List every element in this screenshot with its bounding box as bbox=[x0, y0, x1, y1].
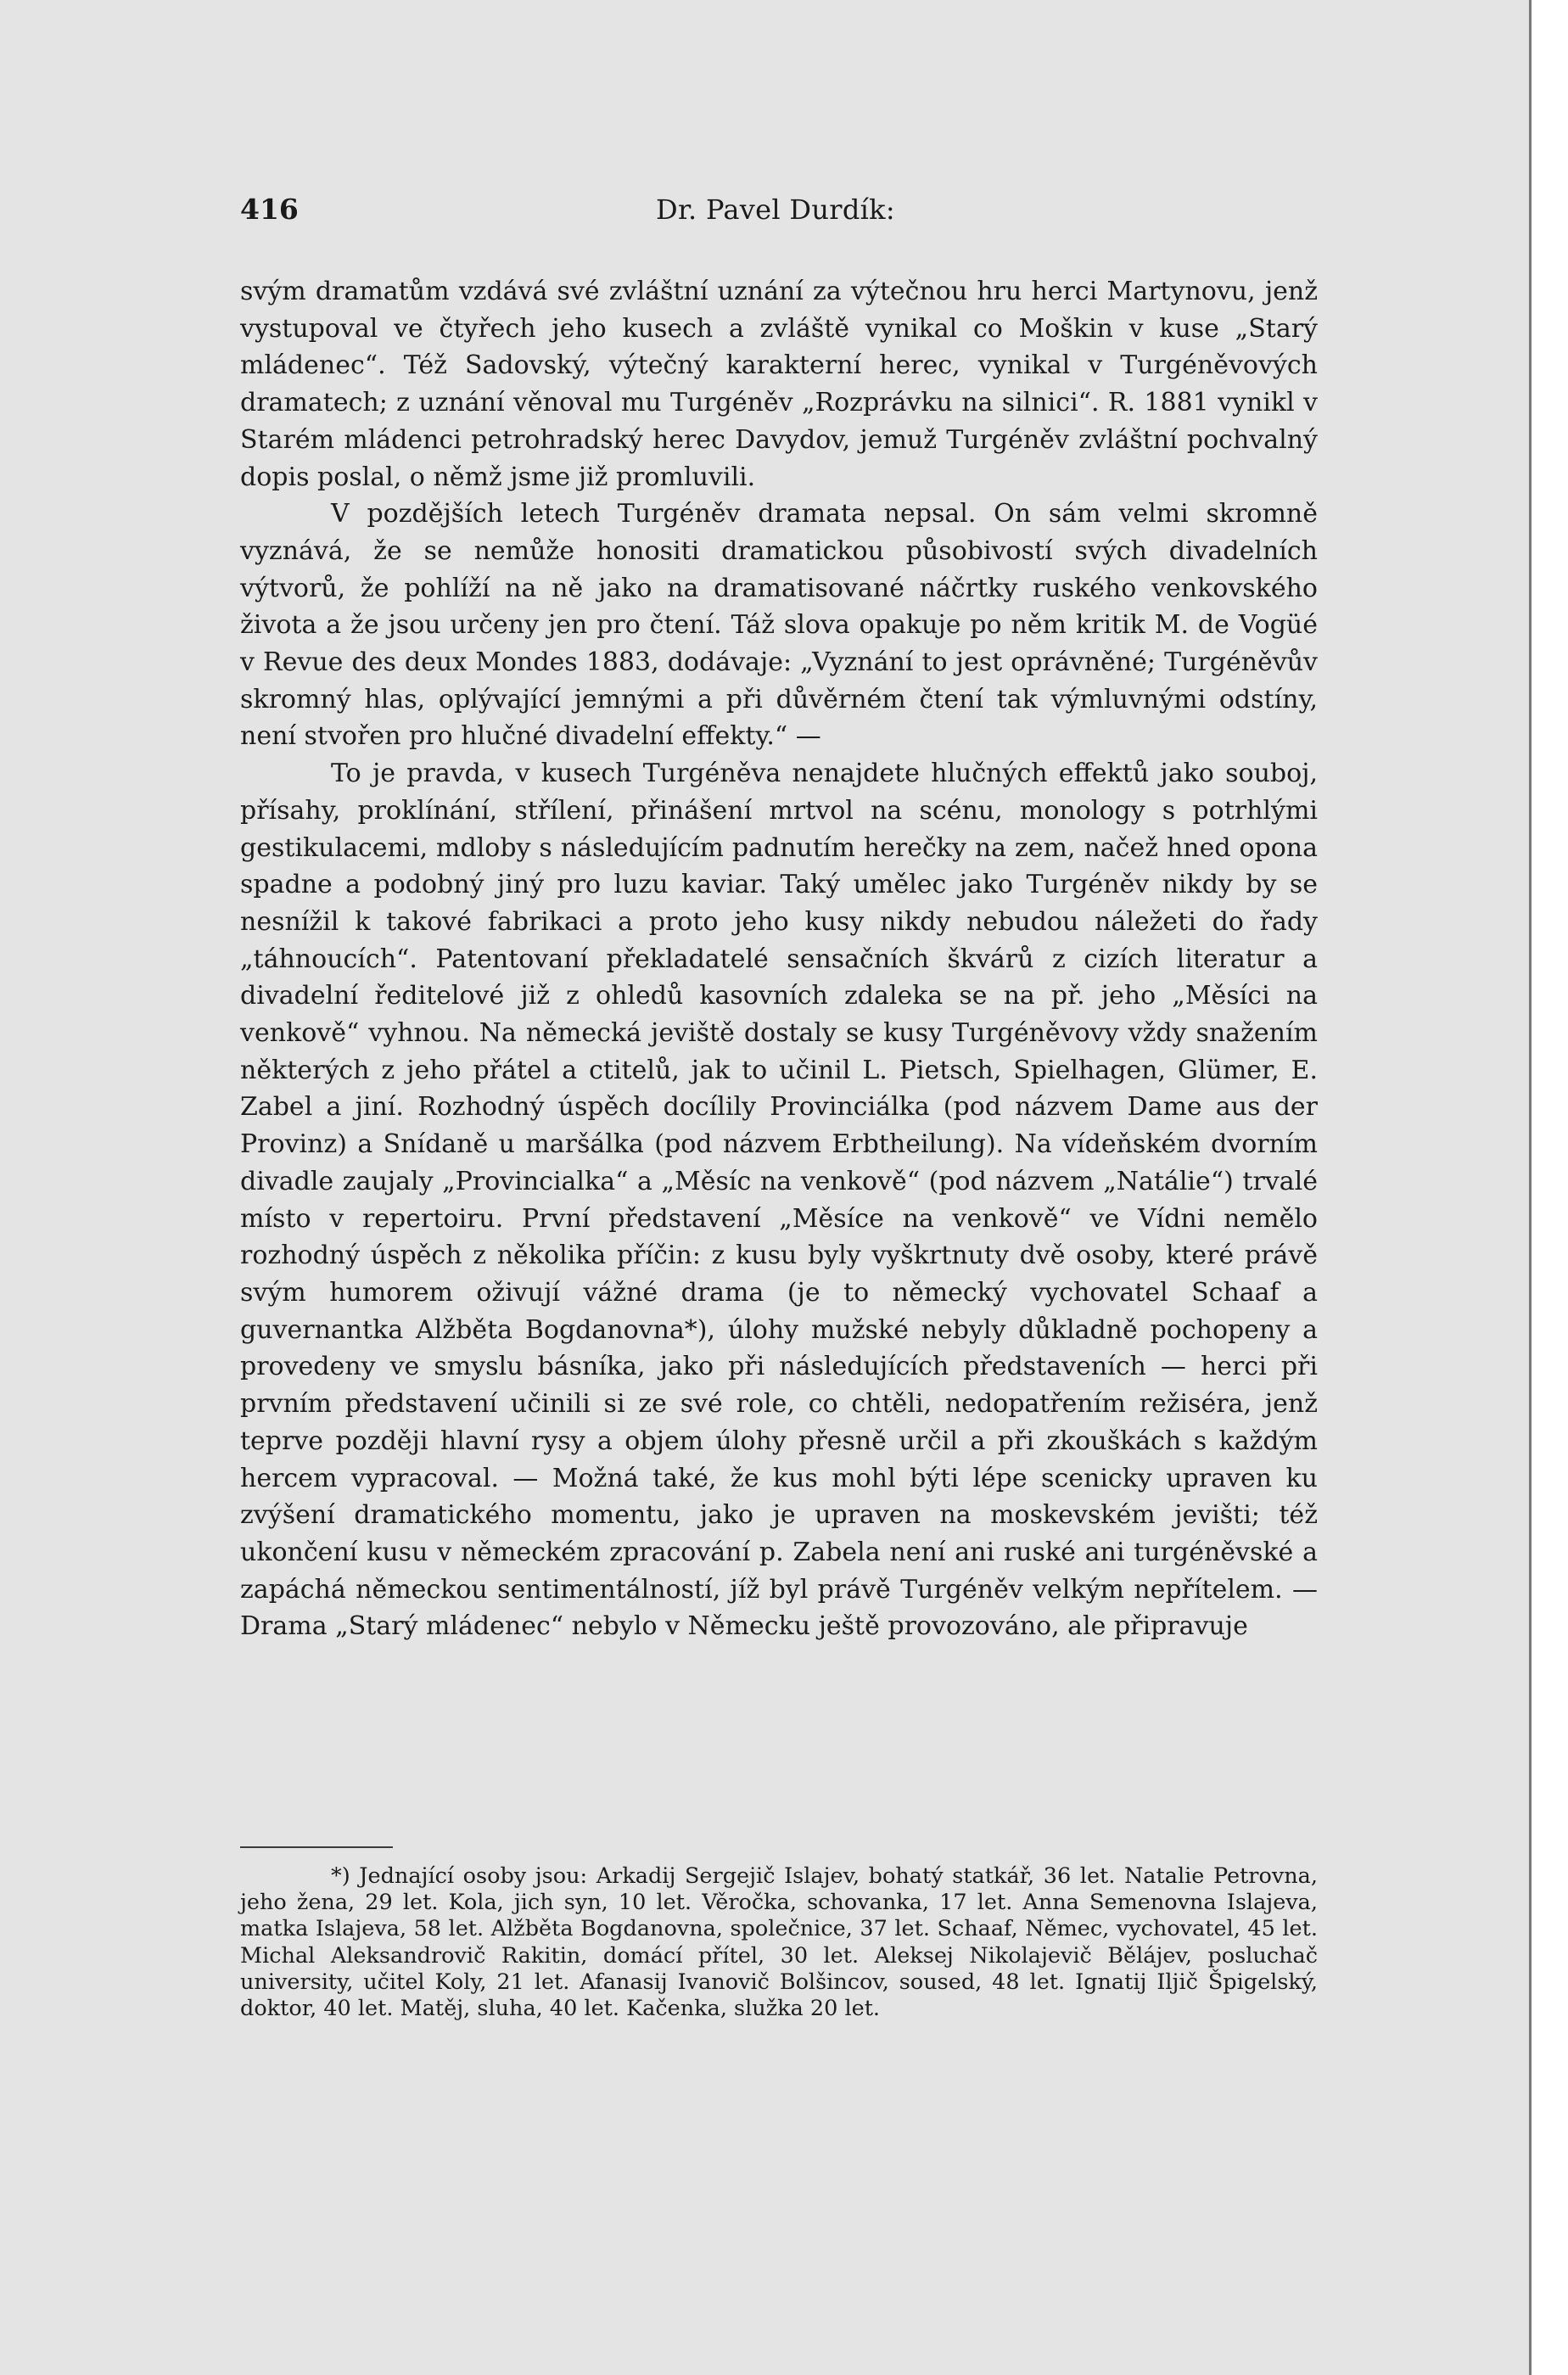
page-number: 416 bbox=[240, 193, 299, 226]
paragraph-1: svým dramatům vzdává své zvláštní uznání za výtečnou hru herci Martynovu, jenž vystupoval ve čtyřech jeho kusech a zvláště vynikal co Moškin v kuse „Starý mládenec“. Též Sadovský, výtečný karakterní herec, vynikal v Turgéněvových dramatech; z uznání věnoval mu Turgéněv „Rozprávku na silnici“. R. 1881 vynikl v Starém mládenci petrohradský herec Davydov, jemuž Turgéněv zvláštní pochvalný dopis poslal, o němž jsme již promluvili. bbox=[240, 277, 1318, 492]
body-text bbox=[240, 273, 1318, 1645]
page-header bbox=[240, 188, 1318, 231]
footnote-divider bbox=[240, 1846, 393, 1848]
running-head: Dr. Pavel Durdík: bbox=[656, 193, 895, 226]
footnote: *) Jednající osoby jsou: Arkadij Sergejič Islajev, bohatý statkář, 36 let. Natalie Petrovna, jeho žena, 29 let. Kola, jich syn, 10 let. Věročka, schovanka, 17 let. Anna Semenovna Islajeva, matka Islajeva, 58 let. Alžběta Bogdanovna, společnice, 37 let. Schaaf, Němec, vychovatel, 45 let. Michal Aleksandrovič Rakitin, domácí přítel, 30 let. Aleksej Nikolajevič Bělájev, posluchač university, učitel Koly, 21 let. Afanasij Ivanovič Bolšincov, soused, 48 let. Ignatij Iljič Špigelský, doktor, 40 let. Matěj, sluha, 40 let. Kačenka, služka 20 let. bbox=[240, 1863, 1318, 2022]
paragraph-2: V pozdějších letech Turgéněv dramata nepsal. On sám velmi skromně vyznává, že se nemůže honositi dramatickou působivostí svých divadelních výtvorů, že pohlíží na ně jako na dramatisované náčrtky ruského venkovského života a že jsou určeny jen pro čtení. Táž slova opakuje po něm kritik M. de Vogüé v Revue des deux Mondes 1883, dodávaje: „Vyznání to jest oprávněné; Turgéněvův skromný hlas, oplývající jemnými a při důvěrném čtení tak výmluvnými odstíny, není stvořen pro hlučné divadelní effekty.“ — bbox=[240, 499, 1318, 752]
paragraph-3: To je pravda, v kusech Turgéněva nenajdete hlučných effektů jako souboj, přísahy, proklínání, střílení, přinášení mrtvol na scénu, monology s potrhlými gestikulacemi, mdloby s následujícím padnutím herečky na zem, načež hned opona spadne a podobný jiný pro luzu kaviar. Taký umělec jako Turgéněv nikdy by se nesnížil k takové fabrikaci a proto jeho kusy nikdy nebudou náležeti do řady „táhnoucích“. Patentovaní překladatelé sensačních škvárů z cizích literatur a divadelní ředitelové již z ohledů kasovních zdaleka se na př. jeho „Měsíci na venkově“ vyhnou. Na německá jeviště dostaly se kusy Turgéněvovy vždy snažením některých z jeho přátel a ctitelů, jak to učinil L. Pietsch, Spielhagen, Glümer, E. Zabel a jiní. Rozhodný úspěch docílily Provinciálka (pod názvem Dame aus der Provinz) a Snídaně u maršálka (pod názvem Erbtheilung). Na vídeňském dvorním divadle zaujaly „Provincialka“ a „Měsíc na venkově“ (pod názvem „Natálie“) trvalé místo v repertoiru. První představení „Měsíce na venkově“ ve Vídni nemělo rozhodný úspěch z několika příčin: z kusu byly vyškrtnuty dvě osoby, které právě svým humorem oživují vážné drama (je to německý vychovatel Schaaf a guvernantka Alžběta Bogdanovna*), úlohy mužské nebyly důkladně pochopeny a provedeny ve smyslu básníka, jako při následujících představeních — herci při prvním představení učinili si ze své role, co chtěli, nedopatřením režiséra, jenž teprve později hlavní rysy a objem úlohy přesně určil a při zkouškách s každým hercem vypracoval. — Možná také, že kus mohl býti lépe scenicky upraven ku zvýšení dramatického momentu, jako je upraven na moskevském jevišti; též ukončení kusu v německém zpracování p. Zabela není ani ruské ani turgéněvské a zapáchá německou sentimentálností, jíž byl právě Turgéněv velkým nepřítelem. — Drama „Starý mládenec“ nebylo v Německu ještě provozováno, ale připravuje bbox=[240, 759, 1318, 1642]
